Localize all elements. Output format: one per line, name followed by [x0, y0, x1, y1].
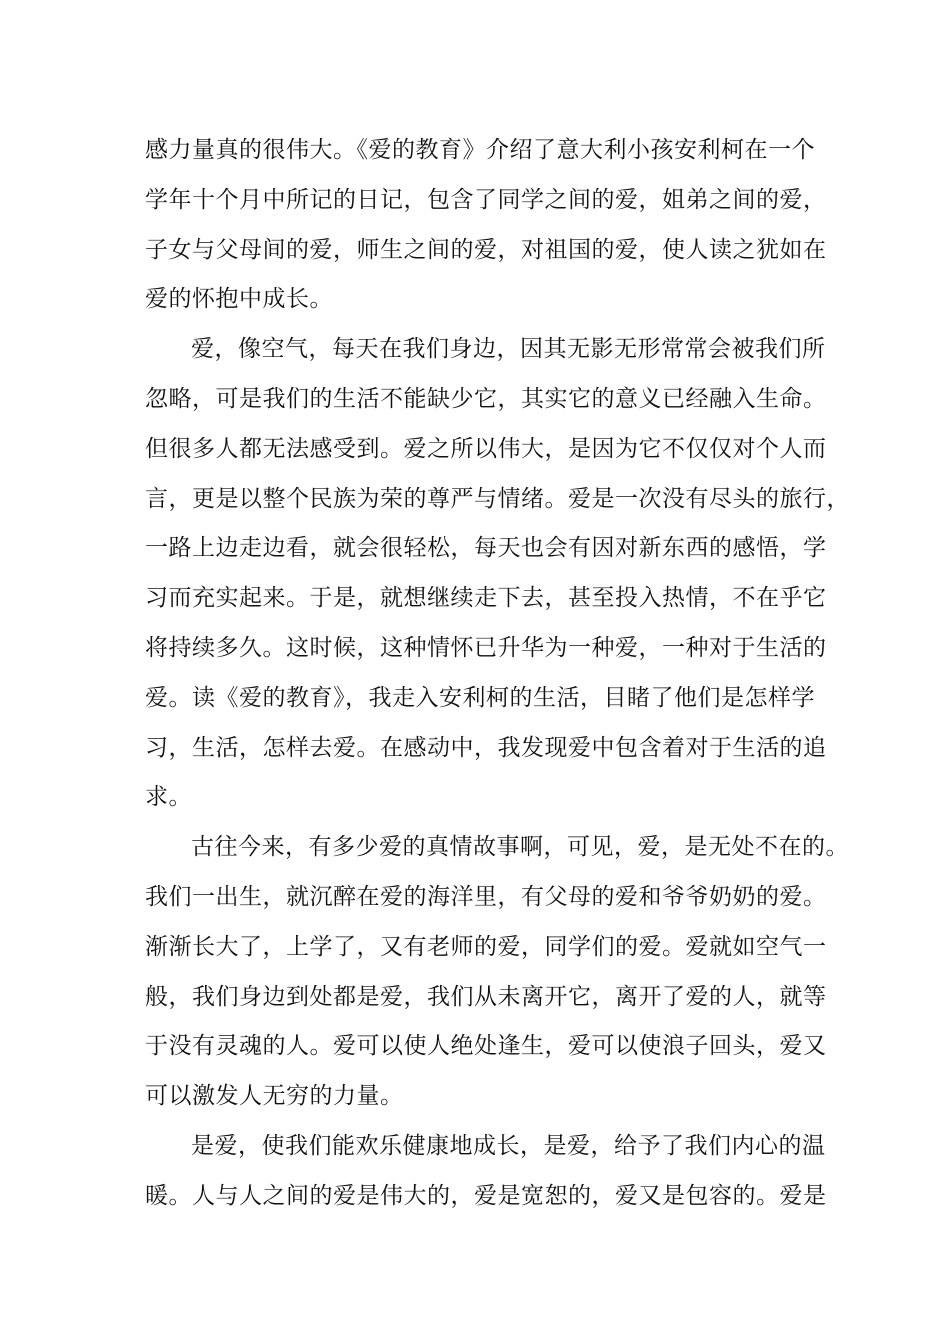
text-line: 般，我们身边到处都是爱，我们从未离开它，离开了爱的人，就等: [145, 983, 827, 1010]
text-line: 爱。读《爱的教育》，我走入安利柯的生活，目睹了他们是怎样学: [145, 684, 815, 711]
text-line: 感力量真的很伟大。《爱的教育》介绍了意大利小孩安利柯在一个: [145, 137, 815, 163]
text-line: 习，生活，怎样去爱。在感动中，我发现爱中包含着对于生活的追: [145, 734, 827, 761]
text-line: 将持续多久。这时候，这种情怀已升华为一种爱，一种对于生活的: [145, 634, 827, 661]
text-line: 渐渐长大了，上学了，又有老师的爱，同学们的爱。爱就如空气一: [145, 933, 827, 960]
text-line: 是爱，使我们能欢乐健康地成长，是爱，给予了我们内心的温: [191, 1132, 826, 1159]
text-line: 可以激发人无穷的力量。: [145, 1083, 404, 1110]
text-line: 古往今来，有多少爱的真情故事啊，可见，爱，是无处不在的。: [191, 834, 849, 861]
text-line: 学年十个月中所记的日记，包含了同学之间的爱，姐弟之间的爱，: [145, 186, 827, 213]
text-line: 于没有灵魂的人。爱可以使人绝处逢生，爱可以使浪子回头，爱又: [145, 1033, 827, 1060]
text-line: 言，更是以整个民族为荣的尊严与情绪。爱是一次没有尽头的旅行，: [145, 485, 850, 512]
text-line: 我们一出生，就沉醉在爱的海洋里，有父母的爱和爷爷奶奶的爱。: [145, 883, 827, 910]
document-body: [145, 126, 850, 1222]
text-line: 求。: [145, 784, 192, 811]
text-line: 忽略，可是我们的生活不能缺少它，其实它的意义已经融入生命。: [145, 385, 827, 412]
text-line: 一路上边走边看，就会很轻松，每天也会有因对新东西的感悟，学: [145, 535, 827, 562]
text-line: 子女与父母间的爱，师生之间的爱，对祖国的爱，使人读之犹如在: [145, 236, 827, 263]
text-line: 习而充实起来。于是，就想继续走下去，甚至投入热情，不在乎它: [145, 585, 827, 612]
text-line: 暖。人与人之间的爱是伟大的，爱是宽恕的，爱又是包容的。爱是: [145, 1182, 827, 1209]
text-line: 爱的怀抱中成长。: [145, 286, 333, 313]
text-line: 爱，像空气，每天在我们身边，因其无影无形常常会被我们所: [191, 336, 826, 363]
text-line: 但很多人都无法感受到。爱之所以伟大，是因为它不仅仅对个人而: [145, 435, 827, 462]
